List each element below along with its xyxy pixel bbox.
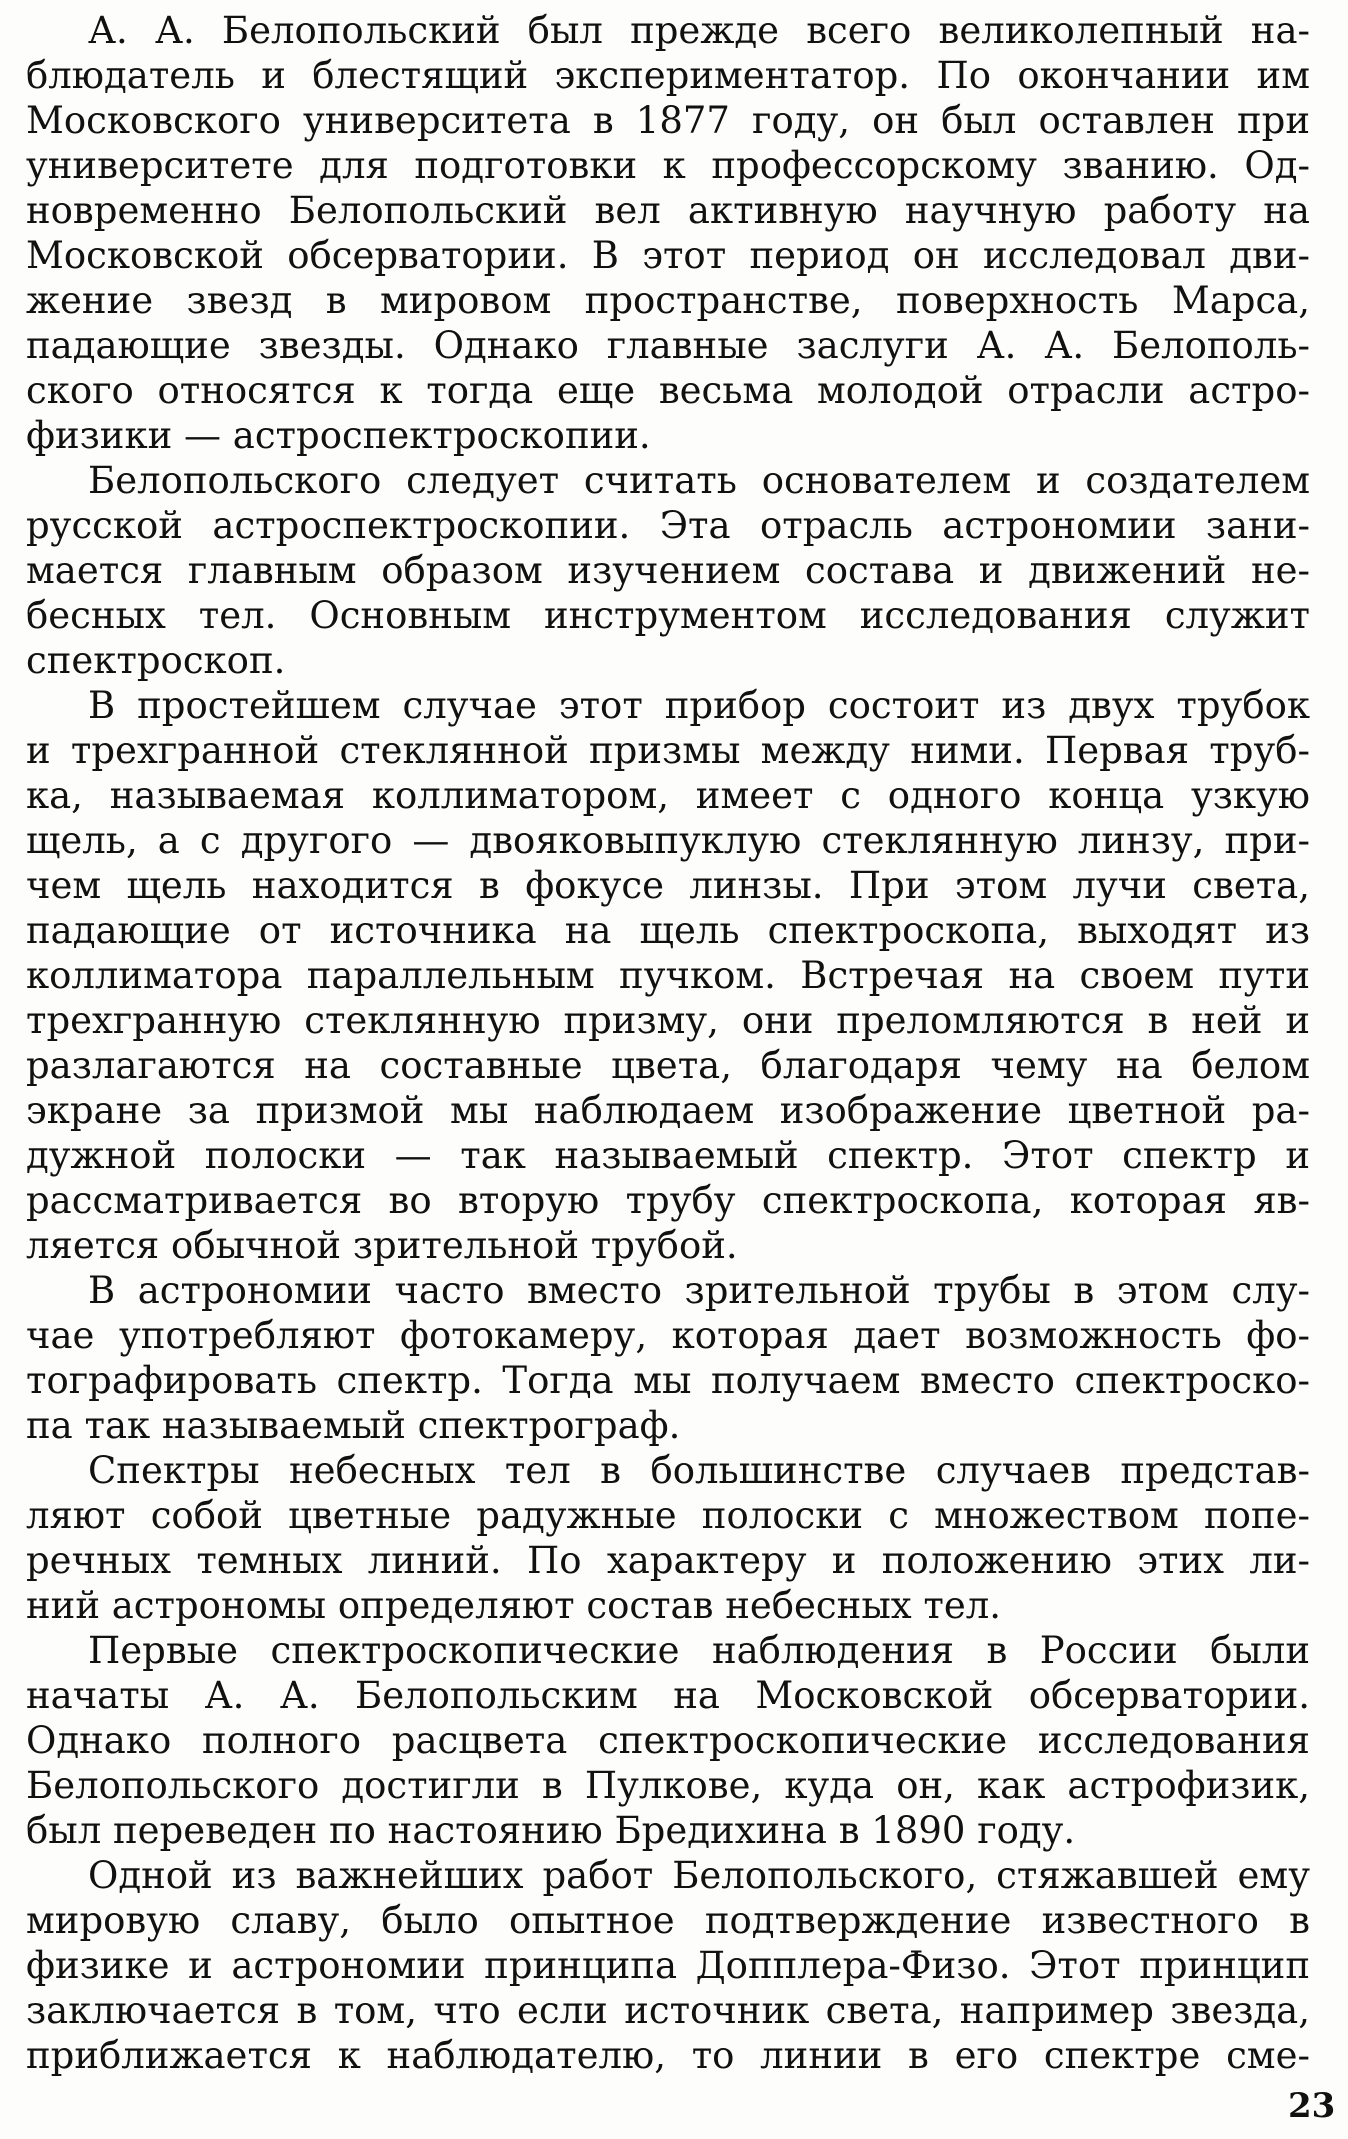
text-line: Спектры небесных тел в большинстве случаев представ- xyxy=(88,1449,1310,1492)
text-line: ляют собой цветные радужные полоски с множеством попе- xyxy=(26,1494,1310,1537)
paragraph xyxy=(26,458,1310,683)
text-line: ний астрономы определяют состав небесных тел. xyxy=(26,1584,1002,1627)
text-line: начаты А. А. Белопольским на Московской обсерватории. xyxy=(26,1674,1310,1717)
text-line: А. А. Белопольский был прежде всего великолепный на- xyxy=(88,9,1310,52)
text-line: рассматривается во вторую трубу спектроскопа, которая яв- xyxy=(26,1179,1310,1222)
text-line: Московского университета в 1877 году, он был оставлен при xyxy=(26,99,1310,142)
text-line: тографировать спектр. Тогда мы получаем вместо спектроско- xyxy=(26,1359,1310,1402)
text-line: В простейшем случае этот прибор состоит из двух трубок xyxy=(88,684,1310,727)
text-line: Однако полного расцвета спектроскопические исследования xyxy=(26,1719,1310,1762)
text-line: спектроскоп. xyxy=(26,639,286,682)
text-line: щель, а с другого — двояковыпуклую стеклянную линзу, при- xyxy=(26,819,1310,862)
text-line: Белопольского достигли в Пулкове, куда он, как астрофизик, xyxy=(26,1764,1310,1807)
text-line: заключается в том, что если источник света, например звезда, xyxy=(26,1989,1310,2032)
text-line: трехгранную стеклянную призму, они преломляются в ней и xyxy=(26,999,1310,1042)
text-line: чае употребляют фотокамеру, которая дает возможность фо- xyxy=(26,1314,1310,1357)
text-line: мается главным образом изучением состава и движений не- xyxy=(26,549,1310,592)
paragraph xyxy=(26,1853,1310,2078)
text-line: русской астроспектроскопии. Эта отрасль астрономии зани- xyxy=(26,504,1310,547)
text-line: приближается к наблюдателю, то линии в его спектре сме- xyxy=(26,2034,1310,2077)
text-line: ка, называемая коллиматором, имеет с одного конца узкую xyxy=(26,774,1310,817)
text-line: речных темных линий. По характеру и положению этих ли- xyxy=(26,1539,1310,1582)
text-line: университете для подготовки к профессорскому званию. Од- xyxy=(26,144,1310,187)
text-line: жение звезд в мировом пространстве, поверхность Марса, xyxy=(26,279,1310,322)
text-line: падающие звезды. Однако главные заслуги А. А. Белополь- xyxy=(26,324,1310,367)
text-line: экране за призмой мы наблюдаем изображение цветной ра- xyxy=(26,1089,1310,1132)
paragraph xyxy=(26,1628,1310,1853)
paragraph xyxy=(26,8,1310,458)
text-line: был переведен по настоянию Бредихина в 1890 году. xyxy=(26,1809,1076,1852)
text-line: физики — астроспектроскопии. xyxy=(26,414,651,457)
page-number: 23 xyxy=(1288,2086,1336,2126)
text-line: разлагаются на составные цвета, благодаря чему на белом xyxy=(26,1044,1310,1087)
text-line: ского относятся к тогда еще весьма молодой отрасли астро- xyxy=(26,369,1310,412)
text-line: дужной полоски — так называемый спектр. Этот спектр и xyxy=(26,1134,1310,1177)
text-line: Белопольского следует считать основателем и создателем xyxy=(88,459,1310,502)
text-line: В астрономии часто вместо зрительной трубы в этом слу- xyxy=(88,1269,1310,1312)
text-line: ляется обычной зрительной трубой. xyxy=(26,1224,738,1267)
text-line: Первые спектроскопические наблюдения в России были xyxy=(88,1629,1310,1672)
text-line: новременно Белопольский вел активную научную работу на xyxy=(26,189,1310,232)
text-line: мировую славу, было опытное подтверждение известного в xyxy=(26,1899,1310,1942)
text-line: физике и астрономии принципа Допплера-Физо. Этот принцип xyxy=(26,1944,1310,1987)
text-line: коллиматора параллельным пучком. Встречая на своем пути xyxy=(26,954,1310,997)
paragraph xyxy=(26,1268,1310,1448)
paragraph xyxy=(26,683,1310,1268)
text-line: падающие от источника на щель спектроскопа, выходят из xyxy=(26,909,1310,952)
text-line: и трехгранной стеклянной призмы между ними. Первая труб- xyxy=(26,729,1310,772)
text-line: Московской обсерватории. В этот период он исследовал дви- xyxy=(26,234,1310,277)
body-text xyxy=(26,8,1310,2078)
text-line: чем щель находится в фокусе линзы. При этом лучи света, xyxy=(26,864,1310,907)
text-line: Одной из важнейших работ Белопольского, стяжавшей ему xyxy=(88,1854,1310,1897)
text-line: бесных тел. Основным инструментом исследования служит xyxy=(26,594,1310,637)
paragraph xyxy=(26,1448,1310,1628)
text-line: блюдатель и блестящий экспериментатор. По окончании им xyxy=(26,54,1310,97)
text-line: па так называемый спектрограф. xyxy=(26,1404,681,1447)
